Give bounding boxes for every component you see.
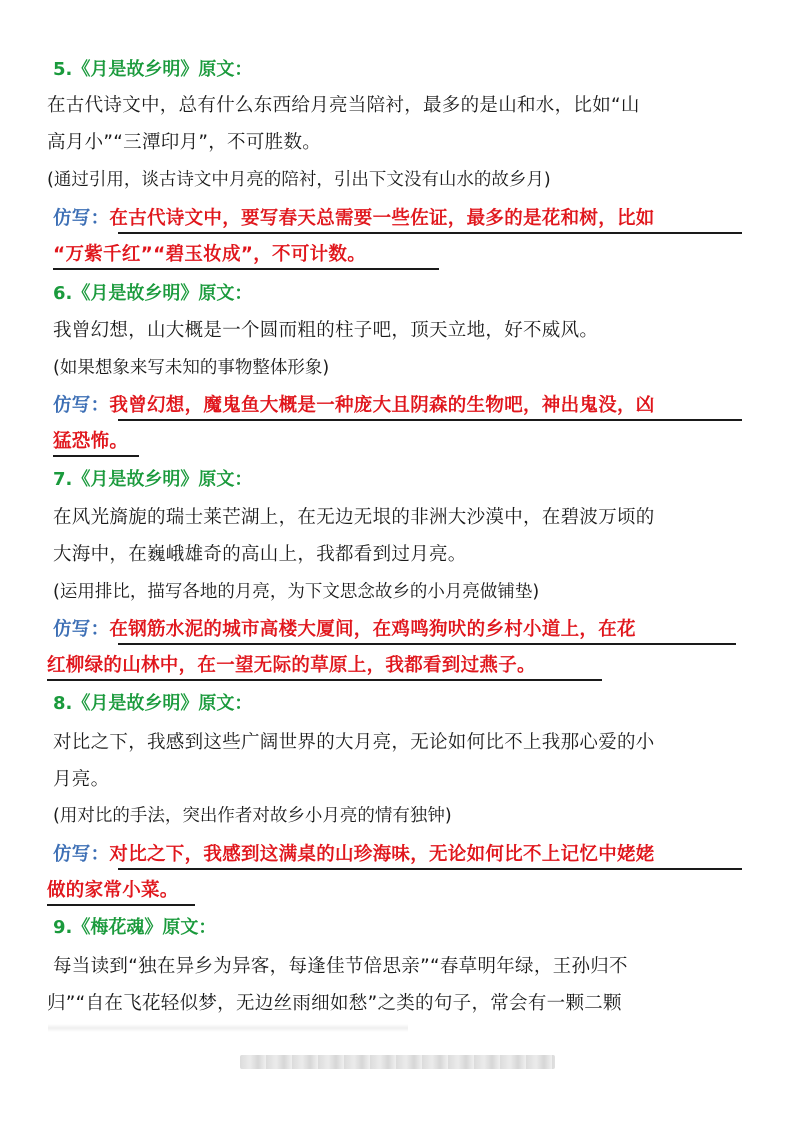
underline <box>53 455 139 457</box>
imitation-line <box>53 206 655 232</box>
blurred-footer <box>240 1055 555 1069</box>
imitation-label: 仿写： <box>53 619 110 640</box>
imitation-text: 在钢筋水泥的城市高楼大厦间，在鸡鸣狗吠的乡村小道上，在花 <box>109 619 636 640</box>
imitation-label: 仿写： <box>53 844 110 865</box>
section-heading: 8.《月是故乡明》原文： <box>53 693 253 714</box>
original-text-line: 在风光旖旎的瑞士莱芒湖上，在无边无垠的非洲大沙漠中，在碧波万顷的 <box>53 507 655 528</box>
section-heading: 7.《月是故乡明》原文： <box>53 469 253 490</box>
underline <box>118 419 742 421</box>
original-text-line: 高月小”“三潭印月”，不可胜数。 <box>47 132 322 153</box>
imitation-label: 仿写： <box>53 395 110 416</box>
original-text-line: 每当读到“独在异乡为异客，每逢佳节倍思亲”“春草明年绿，王孙归不 <box>53 956 628 977</box>
analysis-note: (运用排比，描写各地的月亮，为下文思念故乡的小月亮做铺垫) <box>53 582 540 602</box>
underline <box>53 268 439 270</box>
original-text-line: 在古代诗文中，总有什么东西给月亮当陪衬，最多的是山和水，比如“山 <box>47 95 640 116</box>
underline <box>118 868 742 870</box>
analysis-note: (用对比的手法，突出作者对故乡小月亮的情有独钟) <box>53 806 452 826</box>
imitation-line: 猛恐怖。 <box>53 431 129 452</box>
imitation-text: 我曾幻想，魔鬼鱼大概是一种庞大且阴森的生物吧，神出鬼没，凶 <box>109 395 655 416</box>
underline <box>118 643 736 645</box>
original-text-line: 对比之下，我感到这些广阔世界的大月亮，无论如何比不上我那心爱的小 <box>53 732 655 753</box>
section-heading: 9.《梅花魂》原文： <box>53 917 217 938</box>
underline <box>47 904 195 906</box>
underline <box>118 232 742 234</box>
section-heading: 5.《月是故乡明》原文： <box>53 59 253 80</box>
original-text-line: 归”“自在飞花轻似梦，无边丝雨细如愁”之类的句子，常会有一颗二颗 <box>47 993 622 1014</box>
imitation-text: 在古代诗文中，要写春天总需要一些佐证，最多的是花和树，比如 <box>109 208 655 229</box>
imitation-line: 做的家常小菜。 <box>47 880 179 901</box>
imitation-line <box>53 617 636 643</box>
original-text-line: 大海中，在巍峨雄奇的高山上，我都看到过月亮。 <box>53 544 467 565</box>
underline <box>47 679 602 681</box>
imitation-label: 仿写： <box>53 208 110 229</box>
analysis-note: (如果想象来写未知的事物整体形象) <box>53 358 330 378</box>
original-text-line: 我曾幻想，山大概是一个圆而粗的柱子吧，顶天立地，好不威风。 <box>53 320 599 341</box>
analysis-note: (通过引用，谈古诗文中月亮的陪衬，引出下文没有山水的故乡月) <box>47 170 551 190</box>
imitation-line: 红柳绿的山林中，在一望无际的草原上，我都看到过燕子。 <box>47 655 536 676</box>
section-heading: 6.《月是故乡明》原文： <box>53 283 253 304</box>
original-text-line: 月亮。 <box>53 769 110 790</box>
imitation-line: “万紫千红”“碧玉妆成”，不可计数。 <box>53 244 367 265</box>
imitation-line <box>53 393 655 419</box>
imitation-line <box>53 842 655 868</box>
faded-text-line <box>48 1024 408 1032</box>
imitation-text: 对比之下，我感到这满桌的山珍海味，无论如何比不上记忆中姥姥 <box>109 844 655 865</box>
